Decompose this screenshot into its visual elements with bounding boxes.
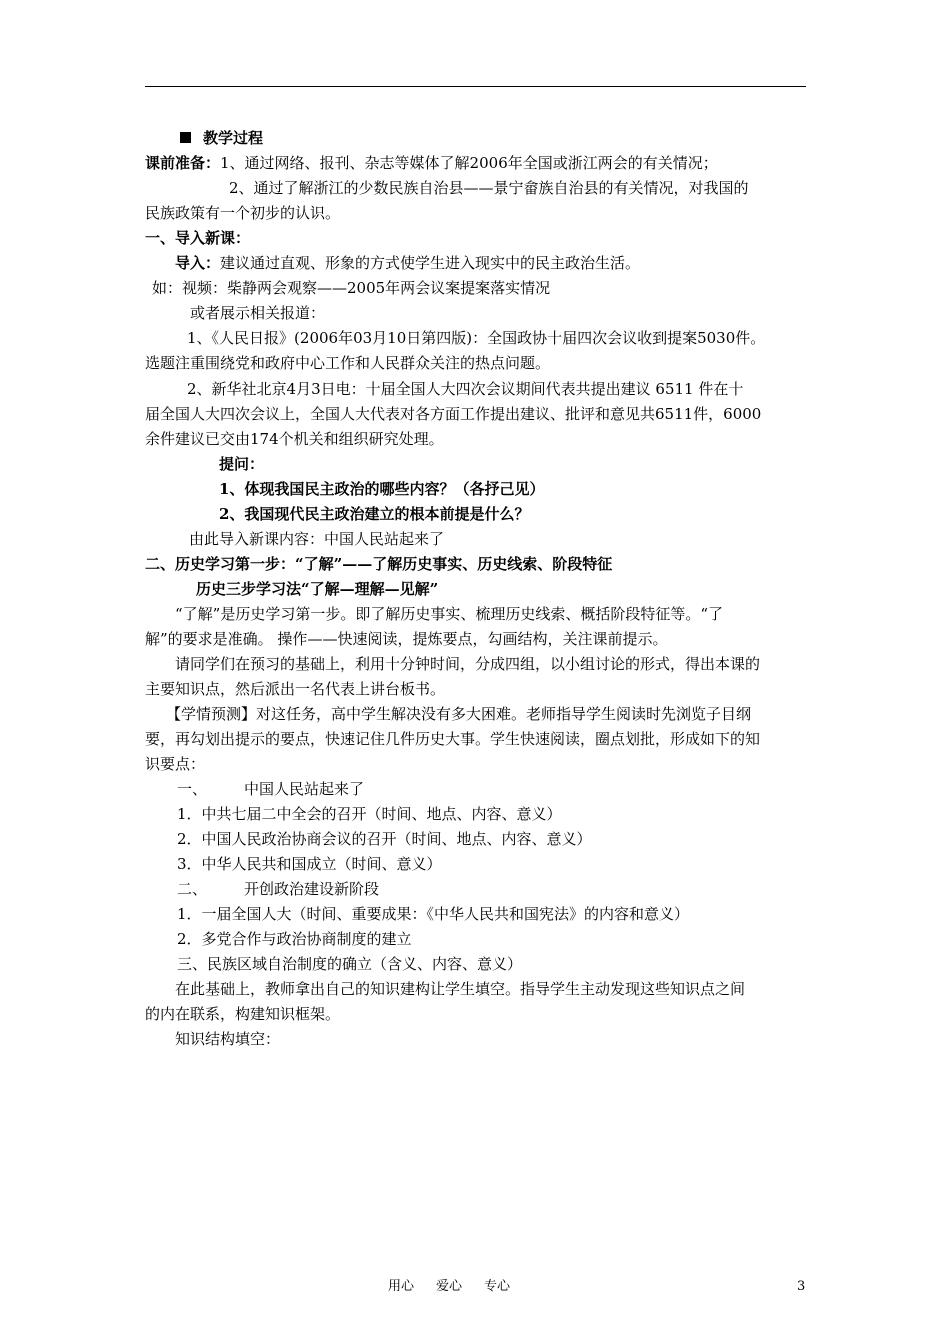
knowledge-1-item-1: 1．中共七届二中全会的召开（时间、地点、内容、意义）: [177, 805, 562, 823]
para4-line-2: 的内在联系，构建知识框架。: [145, 1005, 341, 1023]
example-line: 如：视频：柴静两会观察——2005年两会议案提案落实情况: [152, 279, 551, 297]
part2-title: 二、历史学习第一步：“了解”——了解历史事实、历史线索、阶段特征: [145, 555, 613, 573]
question-1: 1、体现我国民主政治的哪些内容？（各抒己见）: [219, 480, 545, 498]
knowledge-2-title: 开创政治建设新阶段: [244, 880, 380, 898]
page-number: 3: [797, 1279, 806, 1294]
report2-line-2: 届全国人大四次会议上，全国人大代表对各方面工作提出建议、批评和意见共6511件，6000: [145, 405, 762, 423]
or-show-line: 或者展示相关报道：: [190, 304, 326, 322]
prep-line-1: 课前准备：1、通过网络、报刊、杂志等媒体了解2006年全国或浙江两会的有关情况；: [145, 154, 718, 172]
footer-motto: 用心 爱心 专心: [388, 1279, 511, 1294]
para3-line-1: 【学情预测】对这任务，高中学生解决没有多大困难。老师指导学生阅读时先浏览子目纲: [166, 705, 752, 723]
prep-line-2: 2、通过了解浙江的少数民族自治县——景宁畲族自治县的有关情况，对我国的: [229, 179, 749, 197]
report2-line-1: 2、新华社北京4月3日电：十届全国人大四次会议期间代表共提出建议 6511 件在十: [187, 380, 744, 398]
report2-line-3: 余件建议已交由174个机关和组织研究处理。: [145, 430, 444, 448]
part1-title: 一、导入新课：: [145, 229, 251, 247]
knowledge-1-item-3: 3．中华人民共和国成立（时间、意义）: [177, 855, 442, 873]
para1-line-1: “了解”是历史学习第一步。即了解历史事实、梳理历史线索、概括阶段特征等。“了: [175, 605, 724, 623]
question-2: 2、我国现代民主政治建立的根本前提是什么？: [219, 505, 530, 523]
prep-line-3: 民族政策有一个初步的认识。: [145, 204, 341, 222]
para2-line-1: 请同学们在预习的基础上，利用十分钟时间，分成四组，以小组讨论的形式，得出本课的: [175, 655, 761, 673]
para4-line-1: 在此基础上，教师拿出自己的知识建构让学生填空。指导学生主动发现这些知识点之间: [175, 980, 746, 998]
report1-line-1: 1、《人民日报》(2006年03月10日第四版)：全国政协十届四次会议收到提案5030件。: [187, 329, 766, 347]
knowledge-1-item-2: 2．中国人民政治协商会议的召开（时间、地点、内容、意义）: [177, 830, 592, 848]
section-title: 教学过程: [203, 129, 264, 147]
para1-line-2: 解”的要求是准确。 操作——快速阅读，提炼要点，勾画结构，关注课前提示。: [145, 630, 668, 648]
knowledge-2-num: 二、: [177, 880, 208, 898]
header-rule: [145, 86, 806, 87]
knowledge-1-num: 一、: [177, 780, 208, 798]
square-bullet-icon: [180, 132, 191, 143]
intro-line: 导入：建议通过直观、形象的方式使学生进入现实中的民主政治生活。: [175, 254, 641, 272]
part2-subtitle: 历史三步学习法“了解—理解—见解”: [196, 580, 439, 598]
knowledge-3: 三、民族区域自治制度的确立（含义、内容、意义）: [177, 955, 523, 973]
knowledge-2-item-2: 2．多党合作与政治协商制度的建立: [177, 930, 412, 948]
knowledge-2-item-1: 1．一届全国人大（时间、重要成果：《中华人民共和国宪法》的内容和意义）: [177, 905, 690, 923]
knowledge-1-title: 中国人民站起来了: [244, 780, 365, 798]
fill-label: 知识结构填空：: [175, 1030, 281, 1048]
question-label: 提问：: [219, 455, 265, 473]
section-heading: [180, 128, 263, 148]
para3-line-3: 识要点：: [145, 755, 206, 773]
para2-line-2: 主要知识点，然后派出一名代表上讲台板书。: [145, 680, 446, 698]
lead-in-line: 由此导入新课内容：中国人民站起来了: [189, 530, 445, 548]
report1-line-2: 选题注重围绕党和政府中心工作和人民群众关注的热点问题。: [145, 354, 551, 372]
para3-line-2: 要，再勾划出提示的要点，快速记住几件历史大事。学生快速阅读，圈点划批，形成如下的知: [145, 730, 761, 748]
